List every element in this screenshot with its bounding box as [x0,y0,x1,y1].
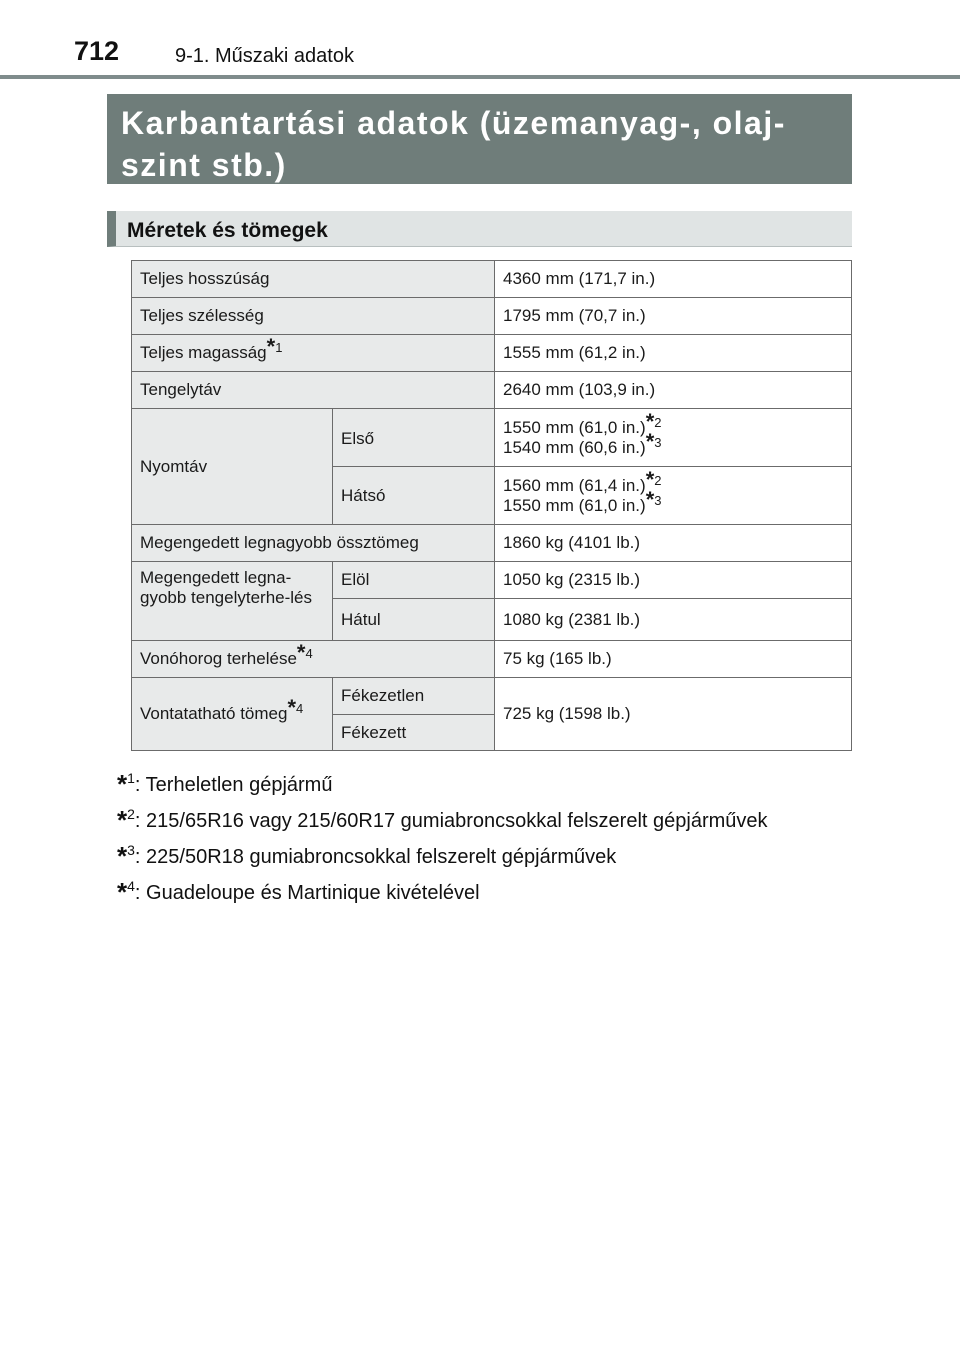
value-line: 1560 mm (61,4 in.) [503,475,646,495]
row-value [495,467,852,525]
footnote-star: * [645,428,655,454]
hitch-label: Vonóhorog terhelése [140,649,297,668]
footnote-star: * [117,805,128,835]
specs-table [131,260,852,751]
footnote-number: 2 [127,806,135,822]
footnotes [117,760,857,907]
row-label: Tengelytáv [132,372,495,409]
footnote-star: * [266,334,276,359]
footnote-star: * [645,408,655,434]
footnote-star: * [645,466,655,492]
footnote-star: * [296,640,306,665]
table-row [132,335,852,372]
table-row [132,678,852,715]
footnote-number: 2 [654,472,662,488]
row-value: 2640 mm (103,9 in.) [495,372,852,409]
row-value: 1795 mm (70,7 in.) [495,298,852,335]
towing-label: Vontatatható tömeg [140,704,288,723]
footnote-number: 3 [654,434,662,450]
footnote-number: 1 [127,770,135,786]
footnote-number: 3 [127,842,135,858]
footnote-star: * [117,841,128,871]
table-row [132,525,852,562]
footnote-text: : 215/65R16 vagy 215/60R17 gumiabroncsokkal felszerelt gépjárművek [134,810,768,832]
footnote-3 [117,832,857,871]
footnote-1 [117,760,857,799]
value-line: 1540 mm (60,6 in.) [503,437,646,457]
table-row [132,562,852,599]
value-line: 1550 mm (61,0 in.) [503,417,646,437]
table-row [132,261,852,298]
footnote-text: : Guadeloupe és Martinique kivételével [134,882,480,904]
footnote-number: 4 [305,646,313,661]
main-title-line2: szint stb.) [121,147,287,183]
footnote-star: * [117,877,128,907]
table-row [132,409,852,467]
footnote-text: : Terheletlen gépjármű [134,774,333,796]
footnote-number: 4 [127,878,135,894]
footnote-2 [117,796,857,835]
footnote-star: * [287,695,297,720]
footnote-number: 4 [296,701,304,716]
page-header [0,0,960,80]
table-row [132,298,852,335]
row-value [495,409,852,467]
footnote-star: * [117,769,128,799]
sub-label: Hátsó [333,467,495,525]
table-row [132,641,852,678]
row-label [132,641,495,678]
row-value: 1050 kg (2315 lb.) [495,562,852,599]
main-title-line1: Karbantartási adatok (üzemanyag-, olaj- [121,105,786,141]
row-label [132,678,333,751]
row-label: Teljes szélesség [132,298,495,335]
row-label: Teljes hosszúság [132,261,495,298]
main-title-banner [107,94,852,184]
footnote-text: : 225/50R18 gumiabroncsokkal felszerelt gépjárművek [134,846,617,868]
sub-label: Első [333,409,495,467]
value-line: 1550 mm (61,0 in.) [503,495,646,515]
row-label: Megengedett legna-gyobb tengelyterhe-lés [132,562,333,641]
row-value: 1080 kg (2381 lb.) [495,599,852,641]
header-rule [0,75,960,79]
row-value: 75 kg (165 lb.) [495,641,852,678]
footnote-star: * [645,486,655,512]
footnote-4 [117,868,857,907]
footnote-number: 3 [654,492,662,508]
row-label [132,335,495,372]
sub-label: Hátul [333,599,495,641]
height-label: Teljes magasság [140,343,267,362]
row-value: 725 kg (1598 lb.) [495,678,852,751]
row-value: 1860 kg (4101 lb.) [495,525,852,562]
sub-label: Fékezetlen [333,678,495,715]
page-number: 712 [74,36,120,66]
footnote-number: 2 [654,414,662,430]
row-label: Nyomtáv [132,409,333,525]
chapter-title: 9-1. Műszaki adatok [175,45,354,67]
footnote-number: 1 [275,340,283,355]
table-row [132,372,852,409]
row-value: 4360 mm (171,7 in.) [495,261,852,298]
sub-label: Elöl [333,562,495,599]
row-value: 1555 mm (61,2 in.) [495,335,852,372]
section-title: Méretek és tömegek [127,219,328,242]
row-label: Megengedett legnagyobb össztömeg [132,525,495,562]
sub-label: Fékezett [333,715,495,751]
